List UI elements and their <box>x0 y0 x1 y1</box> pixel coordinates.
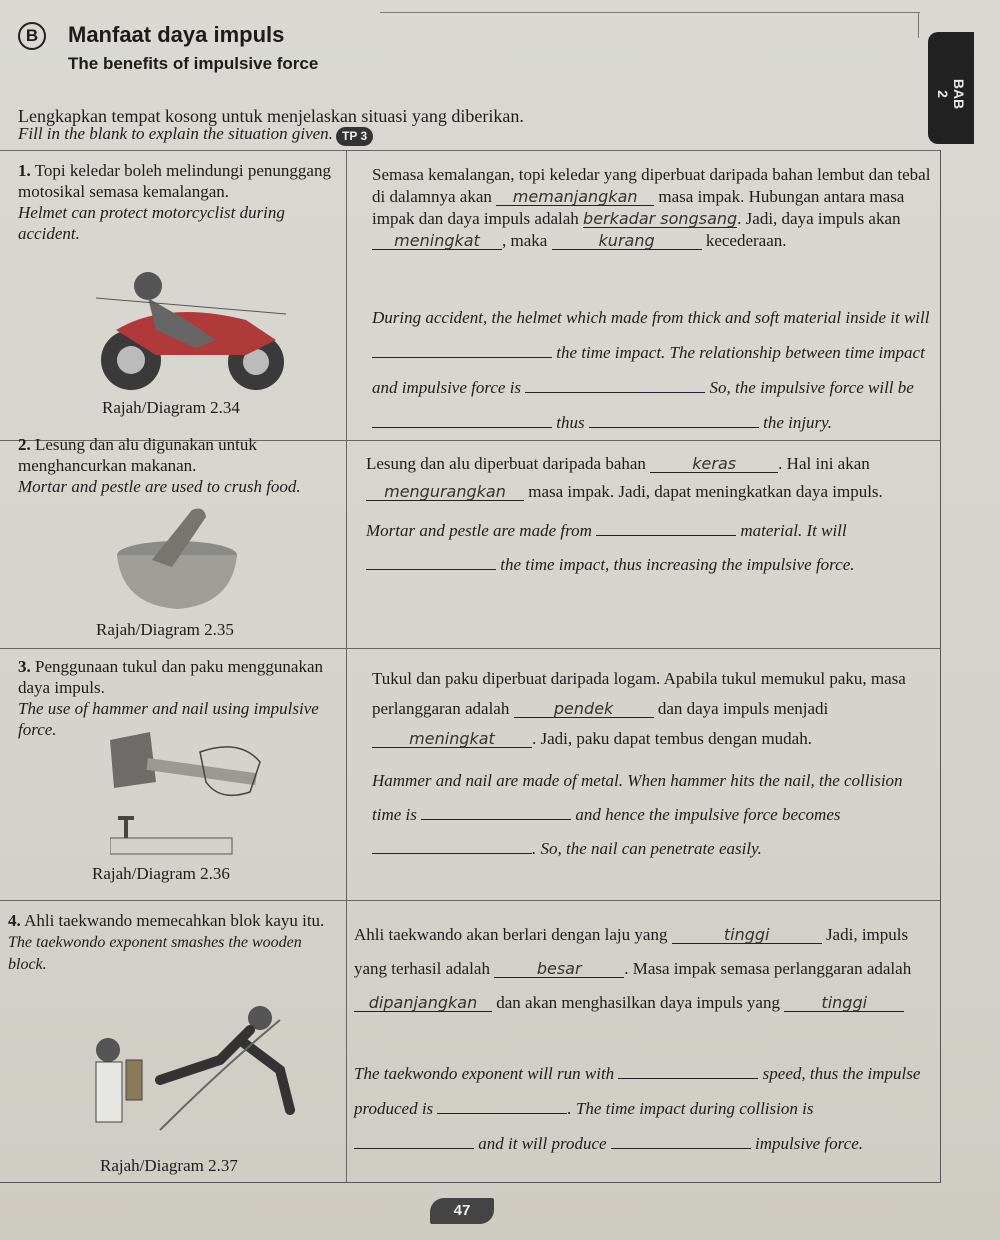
answer-text: . So, the nail can penetrate easily. <box>532 839 762 858</box>
diagram-caption: Rajah/Diagram 2.35 <box>96 620 234 639</box>
answer-blank[interactable]: keras <box>650 456 778 473</box>
page-number: 47 <box>430 1198 494 1224</box>
answer-blank[interactable]: mengurangkan <box>366 484 524 501</box>
answer-blank[interactable] <box>589 411 759 428</box>
top-rule <box>380 12 920 13</box>
answer-text: . Jadi, paku dapat tembus dengan mudah. <box>532 729 812 748</box>
answer-text: Tukul dan paku diperbuat daripada logam. Apabila tukul memukul paku, masa perlanggaran adalah <box>372 669 906 718</box>
answer-2-malay <box>366 450 932 506</box>
row-divider <box>0 150 940 151</box>
answer-text: Hammer and nail are made of metal. When hammer hits the nail, the collision time is <box>372 771 903 824</box>
instruction-english: Fill in the blank to explain the situation given. <box>18 124 333 143</box>
answer-2-english <box>366 514 932 582</box>
diagram-caption: Rajah/Diagram 2.36 <box>92 864 230 883</box>
answer-4-english <box>354 1056 932 1161</box>
answer-blank[interactable]: meningkat <box>372 731 532 748</box>
answer-blank[interactable]: memanjangkan <box>496 189 654 206</box>
answer-blank[interactable] <box>421 803 571 820</box>
diagram-caption: Rajah/Diagram 2.34 <box>102 398 240 417</box>
question-text-english: The use of hammer and nail using impulsive force. <box>18 699 319 739</box>
answer-1-english <box>372 300 932 440</box>
column-divider <box>346 150 347 1182</box>
question-1 <box>18 160 338 244</box>
section-title: Manfaat daya impuls <box>68 22 285 47</box>
mortar-pestle-illustration <box>112 505 242 613</box>
answer-blank[interactable]: berkadar songsang <box>583 209 738 228</box>
answer-4-malay <box>354 918 932 1020</box>
answer-blank[interactable] <box>372 837 532 854</box>
answer-blank[interactable] <box>372 411 552 428</box>
answer-1-malay <box>372 164 932 252</box>
question-4 <box>8 910 338 975</box>
answer-text: . Jadi, daya impuls akan <box>737 209 901 228</box>
answer-text: . Hal ini akan <box>778 454 870 473</box>
question-text-english: Helmet can protect motorcyclist during accident. <box>18 203 285 243</box>
answer-3-malay <box>372 664 932 754</box>
answer-text: the time impact. The relationship between time impact and impulsive force is <box>372 343 925 397</box>
answer-text: Jadi, impuls yang terhasil adalah <box>354 925 909 978</box>
answer-blank[interactable]: besar <box>494 961 624 978</box>
answer-text: the injury. <box>763 413 833 432</box>
question-text-english: The taekwondo exponent smashes the wooden block. <box>8 934 302 973</box>
question-text-malay: Topi keledar boleh melindungi penunggang motosikal semasa kemalangan. <box>18 161 331 201</box>
top-rule-corner <box>918 12 919 38</box>
answer-text: Ahli taekwando akan berlari dengan laju yang <box>354 925 668 944</box>
chapter-tab-label: BAB 2 <box>935 78 967 110</box>
section-badge: B <box>18 22 46 50</box>
answer-text: Mortar and pestle are made from <box>366 521 592 540</box>
taekwondo-illustration <box>80 1000 320 1140</box>
answer-text: impulsive force. <box>755 1134 863 1153</box>
answer-text: So, the impulsive force will be <box>709 378 914 397</box>
answer-text: . The time impact during collision is <box>567 1099 814 1118</box>
answer-blank[interactable] <box>611 1132 751 1149</box>
answer-blank[interactable] <box>372 341 552 358</box>
answer-text: Lesung dan alu diperbuat daripada bahan <box>366 454 646 473</box>
answer-text: dan akan menghasilkan daya impuls yang <box>496 993 780 1012</box>
row-divider <box>0 648 940 649</box>
hammer-nail-illustration <box>110 732 270 860</box>
answer-blank[interactable] <box>618 1062 758 1079</box>
question-3 <box>18 656 340 740</box>
answer-text: dan daya impuls menjadi <box>657 699 829 718</box>
tp-level-badge: TP 3 <box>336 127 373 146</box>
answer-text: masa impak. Jadi, dapat meningkatkan daya impuls. <box>528 482 883 501</box>
answer-text: masa impak. Hubungan antara masa impak dan daya impuls adalah <box>372 187 905 228</box>
motorcyclist-illustration <box>96 270 286 394</box>
answer-text: Semasa kemalangan, topi keledar yang diperbuat daripada bahan lembut dan tebal di dalamnya akan <box>372 165 931 206</box>
question-number: 2. <box>18 435 31 454</box>
answer-blank[interactable]: tinggi <box>784 995 904 1012</box>
answer-text: the time impact, thus increasing the impulsive force. <box>500 555 855 574</box>
chapter-tab <box>928 32 974 144</box>
section-subtitle: The benefits of impulsive force <box>68 54 319 73</box>
answer-text: kecederaan. <box>705 231 787 250</box>
answer-blank[interactable] <box>354 1132 474 1149</box>
answer-blank[interactable] <box>437 1097 567 1114</box>
answer-blank[interactable] <box>525 376 705 393</box>
question-text-malay: Lesung dan alu digunakan untuk menghancurkan makanan. <box>18 435 257 475</box>
question-number: 3. <box>18 657 31 676</box>
answer-blank[interactable]: tinggi <box>672 927 822 944</box>
answer-text: , maka <box>502 231 548 250</box>
diagram-caption: Rajah/Diagram 2.37 <box>100 1156 238 1175</box>
answer-blank[interactable]: meningkat <box>372 233 502 250</box>
question-number: 4. <box>8 911 21 930</box>
instruction-malay: Lengkapkan tempat kosong untuk menjelaskan situasi yang diberikan. <box>18 106 524 126</box>
answer-text: and it will produce <box>478 1134 607 1153</box>
answer-blank[interactable]: pendek <box>514 701 654 718</box>
answer-blank[interactable]: kurang <box>552 233 702 250</box>
question-text-english: Mortar and pestle are used to crush food. <box>18 477 301 496</box>
answer-text: material. It will <box>740 521 847 540</box>
answer-text: The taekwondo exponent will run with <box>354 1064 615 1083</box>
question-text-malay: Penggunaan tukul dan paku menggunakan daya impuls. <box>18 657 323 697</box>
question-text-malay: Ahli taekwando memecahkan blok kayu itu. <box>24 911 325 930</box>
question-2 <box>18 434 338 497</box>
answer-3-english <box>372 764 932 866</box>
answer-text: speed, thus the impulse produced is <box>354 1064 921 1118</box>
answer-blank[interactable] <box>366 553 496 570</box>
answer-text: thus <box>556 413 585 432</box>
answer-text: and hence the impulsive force becomes <box>575 805 841 824</box>
answer-blank[interactable]: dipanjangkan <box>354 995 492 1012</box>
question-number: 1. <box>18 161 31 180</box>
answer-blank[interactable] <box>596 519 736 536</box>
row-divider <box>0 900 940 901</box>
answer-text: During accident, the helmet which made from thick and soft material inside it will <box>372 308 930 327</box>
answer-text: . Masa impak semasa perlanggaran adalah <box>624 959 912 978</box>
